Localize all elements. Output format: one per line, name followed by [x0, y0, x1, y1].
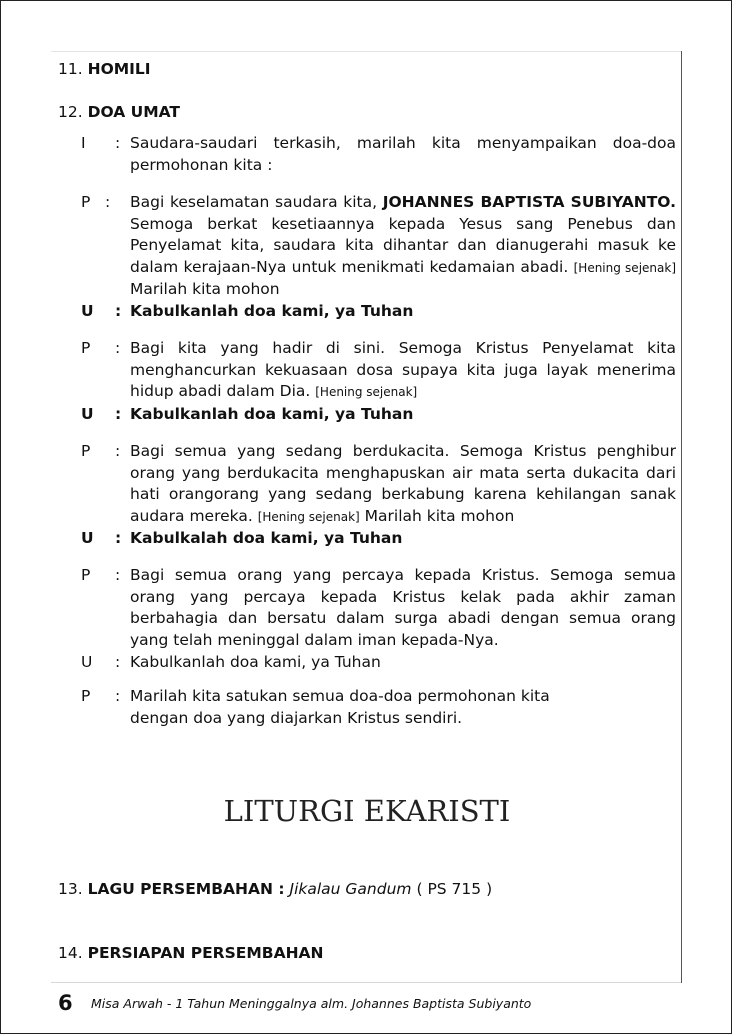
prayer-response-3 [81, 528, 676, 550]
prayer-response-1 [81, 301, 676, 323]
prayer-text-part: Bagi semua yang sedang berdukacita. Semoga Kristus penghibur orang yang berdukacita menghapuskan air mata serta dukacita dari hati orangorang yang sedang berkabung karena kehilangan sanak audara mereka. [130, 442, 676, 525]
speaker-label: P [81, 566, 91, 584]
prayer-text [130, 338, 676, 404]
liturgy-heading: LITURGI EKARISTI [223, 794, 511, 828]
section-title: LAGU PERSEMBAHAN : [87, 880, 285, 898]
top-rule [51, 51, 681, 52]
speaker-label: U [81, 653, 93, 671]
right-margin-rule [681, 51, 682, 983]
response-text: Kabulkalah doa kami, ya Tuhan [130, 529, 403, 547]
speaker-colon: : [115, 566, 121, 584]
speaker-colon: : [115, 687, 121, 705]
prayer-petition-3 [81, 441, 676, 528]
speaker-colon: : [115, 653, 121, 671]
section-title: PERSIAPAN PERSEMBAHAN [87, 944, 324, 962]
response-text: Kabulkanlah doa kami, ya Tuhan [130, 405, 414, 423]
prayer-petition-2 [81, 338, 676, 404]
speaker-colon: : [115, 442, 121, 460]
footer-caption: Misa Arwah - 1 Tahun Meninggalnya alm. Johannes Baptista Subiyanto [91, 996, 532, 1011]
speaker-label: P [81, 442, 91, 460]
speaker-label: U [81, 405, 94, 423]
page-number: 6 [58, 991, 73, 1015]
speaker-colon: : [115, 339, 121, 357]
section-lagu-persembahan [58, 879, 492, 899]
prayer-intro [81, 133, 676, 176]
speaker-label: I [81, 134, 86, 152]
response-text: Kabulkanlah doa kami, ya Tuhan [130, 653, 381, 671]
speaker-colon: : [105, 193, 111, 211]
speaker-colon: : [115, 405, 122, 423]
prayer-text [130, 441, 676, 528]
speaker-label: P [81, 687, 91, 705]
prayer-response-4 [81, 652, 676, 674]
prayer-line: Marilah kita satukan semua doa-doa permohonan kita [130, 687, 550, 705]
speaker-colon: : [115, 302, 122, 320]
footer-rule [51, 982, 681, 983]
section-number: 14. [58, 944, 83, 962]
section-number: 12. [58, 103, 83, 121]
prayer-petition-4 [81, 565, 676, 651]
section-doa-umat [58, 102, 180, 122]
speaker-label: U [81, 302, 94, 320]
section-number: 13. [58, 880, 83, 898]
prayer-response-2 [81, 404, 676, 426]
prayer-closing [81, 686, 676, 729]
prayer-text [130, 686, 676, 729]
prayer-text-part: Marilah kita mohon [359, 506, 515, 525]
section-title: HOMILI [87, 60, 151, 78]
song-title: Jikalau Gandum [289, 880, 412, 898]
prayer-text: Bagi semua orang yang percaya kepada Kristus. Semoga semua orang yang percaya kepada Kristus kelak pada akhir zaman berbahagia dan bersatu dalam surga abadi dengan semua orang yang telah meninggal dalam iman kepada-Nya. [130, 566, 676, 649]
silence-note: [Hening sejenak] [573, 260, 676, 275]
prayer-text-part: Marilah kita mohon [130, 280, 280, 298]
prayer-text-part: Bagi kita yang hadir di sini. Semoga Kristus Penyelamat kita menghancurkan kekuasaan dosa supaya kita juga layak menerima hidup abadi dalam Dia. [130, 339, 676, 400]
prayer-text-part: Bagi keselamatan saudara kita, [130, 193, 383, 211]
section-persiapan-persembahan [58, 943, 324, 963]
silence-note: [Hening sejenak] [257, 509, 360, 524]
response-text: Kabulkanlah doa kami, ya Tuhan [130, 302, 414, 320]
prayer-line: dengan doa yang diajarkan Kristus sendiri. [130, 708, 463, 727]
prayer-petition-1 [81, 192, 676, 301]
speaker-colon: : [115, 134, 121, 152]
prayer-text [130, 192, 676, 301]
speaker-label: P [81, 193, 91, 211]
speaker-colon: : [115, 529, 122, 547]
prayer-text-part: Semoga berkat kesetiaannya kepada Yesus sang Penebus dan Penyelamat kita, saudara kita dihantar dan dianugerahi masuk ke dalam kerajaan-Nya untuk menikmati kedamaian abadi. [130, 214, 676, 276]
prayer-text: Saudara-saudari terkasih, marilah kita menyampaikan doa-doa permohonan kita : [130, 134, 676, 174]
section-number: 11. [58, 60, 83, 78]
section-title: DOA UMAT [87, 103, 180, 121]
speaker-label: U [81, 529, 94, 547]
section-homili [58, 59, 151, 79]
speaker-label: P [81, 339, 91, 357]
song-reference: ( PS 715 ) [416, 880, 493, 898]
deceased-name: JOHANNES BAPTISTA SUBIYANTO. [382, 193, 676, 211]
silence-note: [Hening sejenak] [315, 385, 418, 399]
